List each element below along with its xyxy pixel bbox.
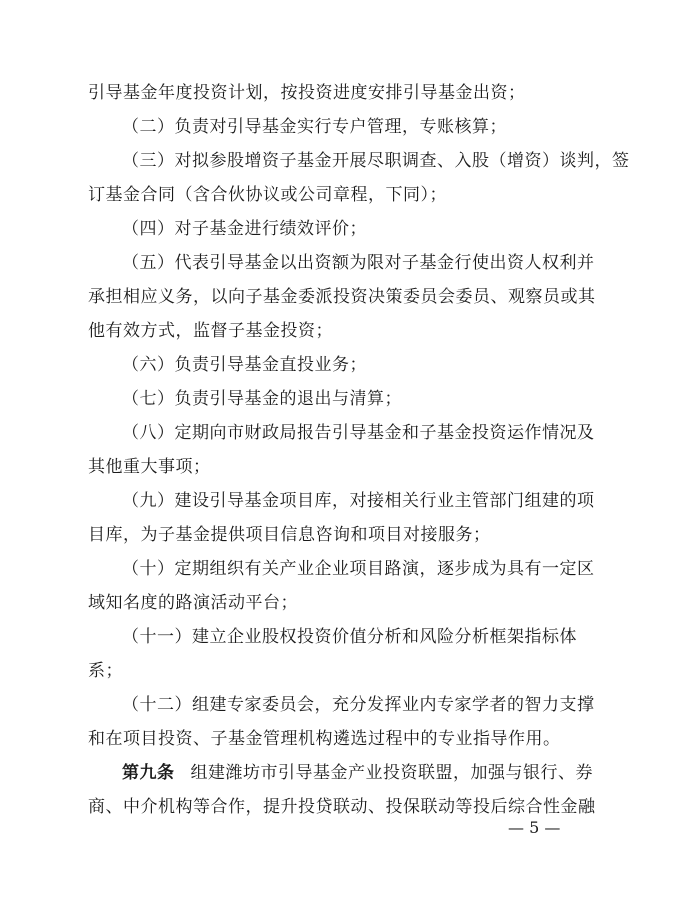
list-item-12: （十二）组建专家委员会，充分发挥业内专家学者的智力支撑: [122, 695, 595, 715]
list-item-11: （十一）建立企业股权投资价值分析和风险分析框架指标体: [122, 627, 577, 647]
text-line: 订基金合同（含合伙协议或公司章程，下同）；: [88, 185, 447, 205]
text-line: 其他重大事项；: [88, 457, 211, 477]
text-line: 承担相应义务，以向子基金委派投资决策委员会委员、观察员或其: [88, 287, 596, 307]
article-text: 组建潍坊市引导基金产业投资联盟，加强与银行、券: [190, 763, 593, 783]
page-number: — 5 —: [508, 818, 561, 837]
list-item-5: （五）代表引导基金以出资额为限对子基金行使出资人权利并: [122, 253, 595, 273]
list-item-7: （七）负责引导基金的退出与清算；: [122, 389, 402, 409]
list-item-8: （八）定期向市财政局报告引导基金和子基金投资运作情况及: [122, 423, 595, 443]
list-item-3: （三）对拟参股增资子基金开展尽职调查、入股（增资）谈判，签: [122, 151, 630, 171]
text-line: 他有效方式，监督子基金投资；: [88, 321, 333, 341]
list-item-2: （二）负责对引导基金实行专户管理，专账核算；: [122, 117, 507, 137]
article-text-continued: 商、中介机构等合作，提升投贷联动、投保联动等投后综合性金融: [88, 797, 596, 817]
text-line: 系；: [88, 661, 123, 681]
article-title: 第九条: [122, 763, 175, 783]
list-item-9: （九）建设引导基金项目库，对接相关行业主管部门组建的项: [122, 491, 595, 511]
text-line: 和在项目投资、子基金管理机构遴选过程中的专业指导作用。: [88, 729, 561, 749]
text-line: 引导基金年度投资计划，按投资进度安排引导基金出资；: [88, 83, 526, 103]
article-9-line: [122, 762, 593, 784]
list-item-10: （十）定期组织有关产业企业项目路演，逐步成为具有一定区: [122, 559, 595, 579]
text-line: 域知名度的路演活动平台；: [88, 593, 298, 613]
list-item-6: （六）负责引导基金直投业务；: [122, 355, 367, 375]
text-line: 目库，为子基金提供项目信息咨询和项目对接服务；: [88, 525, 491, 545]
list-item-4: （四）对子基金进行绩效评价；: [122, 219, 367, 239]
